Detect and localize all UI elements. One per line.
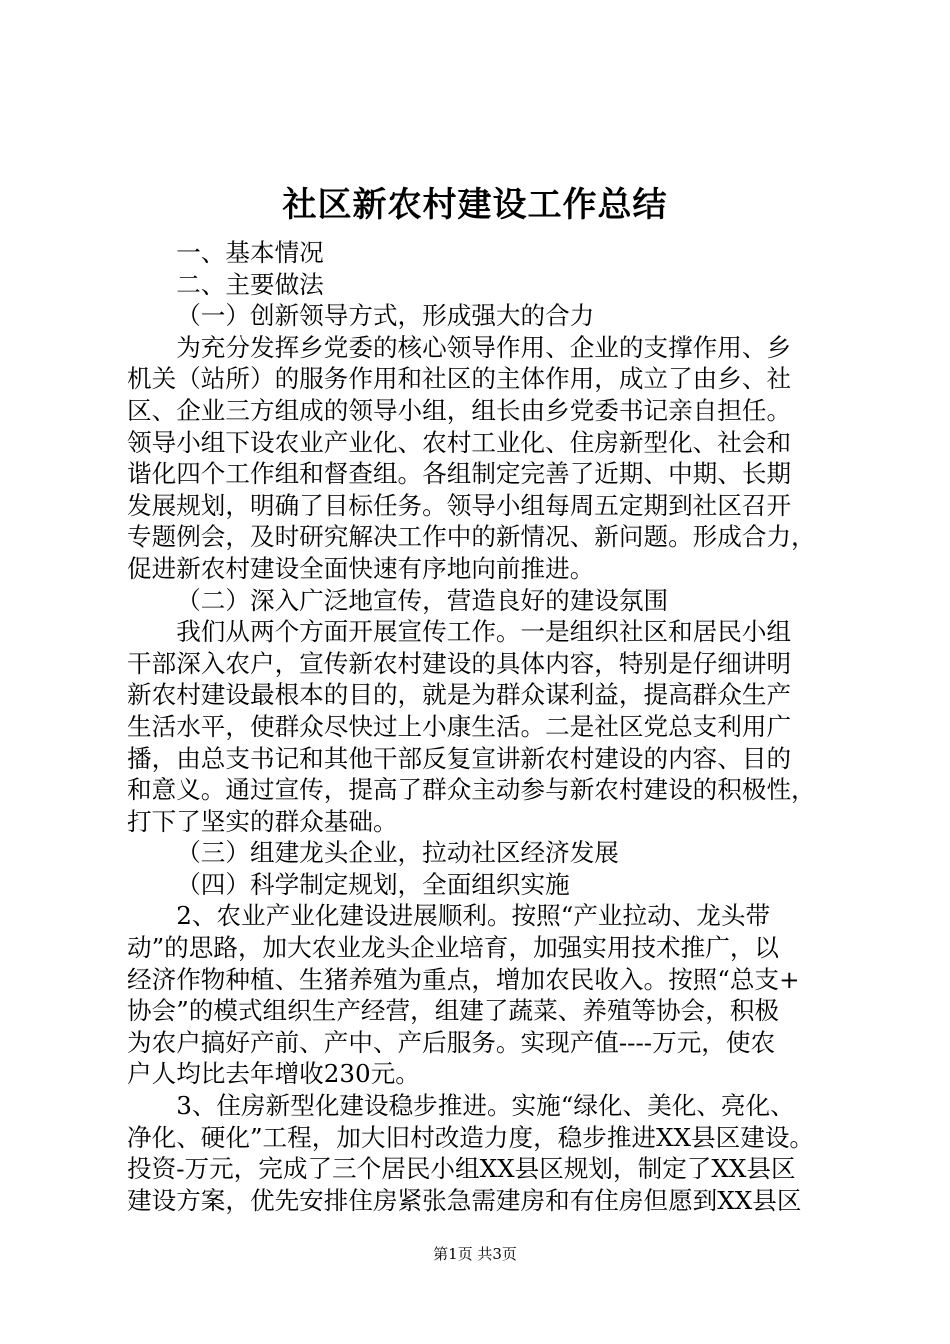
body-line: 投资-万元，完成了三个居民小组XX县区规划，制定了XX县区: [127, 1154, 796, 1184]
body-line: 净化、硬化”工程，加大旧村改造力度，稳步推进XX县区建设。: [127, 1122, 815, 1152]
body-line: （一）创新领导方式，形成强大的合力: [176, 301, 595, 331]
body-line: 经济作物种植、生猪养殖为重点，增加农民收入。按照“总支+: [127, 964, 800, 994]
body-line: 发展规划，明确了目标任务。领导小组每周五定期到社区召开: [127, 490, 792, 520]
body-line: 我们从两个方面开展宣传工作。一是组织社区和居民小组: [176, 617, 792, 647]
body-line: 促进新农村建设全面快速有序地向前推进。: [127, 553, 595, 583]
body-line: 新农村建设最根本的目的，就是为群众谋利益，提高群众生产: [127, 680, 792, 710]
body-line: （二）深入广泛地宣传，营造良好的建设氛围: [176, 585, 669, 615]
body-line: 播，由总支书记和其他干部反复宣讲新农村建设的内容、目的: [127, 743, 792, 773]
body-line: 专题例会，及时研究解决工作中的新情况、新问题。形成合力，: [127, 522, 816, 552]
body-line: 2、农业产业化建设进展顺利。按照“产业拉动、龙头带: [176, 901, 771, 931]
body-line: 户人均比去年增收230元。: [127, 1059, 420, 1089]
page-footer: 第1页 共3页: [433, 1245, 517, 1263]
body-line: 二、主要做法: [176, 269, 324, 299]
body-line: 3、住房新型化建设稳步推进。实施“绿化、美化、亮化、: [176, 1091, 795, 1121]
body-line: 谐化四个工作组和督查组。各组制定完善了近期、中期、长期: [127, 459, 792, 489]
body-line: 协会”的模式组织生产经营，组建了蔬菜、养殖等协会，积极: [127, 996, 780, 1026]
body-line: 一、基本情况: [176, 238, 324, 267]
body-line: （四）科学制定规划，全面组织实施: [176, 869, 570, 899]
body-line: 打下了坚实的群众基础。: [127, 806, 398, 836]
body-line: 区、企业三方组成的领导小组，组长由乡党委书记亲自担任。: [127, 395, 792, 425]
body-line: 生活水平，使群众尽快过上小康生活。二是社区党总支利用广: [127, 711, 792, 741]
body-line: 为充分发挥乡党委的核心领导作用、企业的支撑作用、乡: [176, 332, 792, 362]
body-line: 为农户搞好产前、产中、产后服务。实现产值----万元，使农: [127, 1027, 776, 1057]
document-title: 社区新农村建设工作总结: [282, 185, 668, 225]
body-line: 干部深入农户，宣传新农村建设的具体内容，特别是仔细讲明: [127, 648, 792, 678]
body-line: 建设方案，优先安排住房紧张急需建房和有住房但愿到XX县区: [127, 1185, 802, 1215]
body-line: 动”的思路，加大农业龙头企业培育，加强实用技术推广，以: [127, 933, 780, 963]
body-line: （三）组建龙头企业，拉动社区经济发展: [176, 838, 619, 868]
document-body: [127, 237, 857, 1216]
body-line: 机关（站所）的服务作用和社区的主体作用，成立了由乡、社: [127, 364, 792, 394]
body-line: 和意义。通过宣传，提高了群众主动参与新农村建设的积极性，: [127, 775, 816, 805]
body-line: 领导小组下设农业产业化、农村工业化、住房新型化、社会和: [127, 427, 792, 457]
